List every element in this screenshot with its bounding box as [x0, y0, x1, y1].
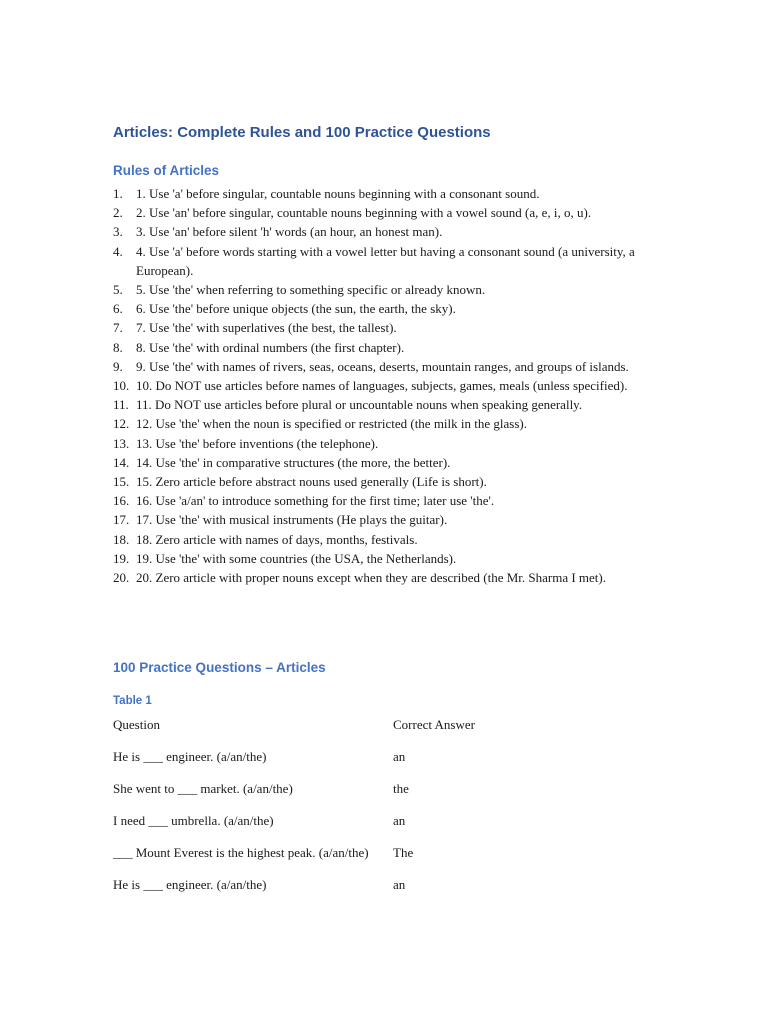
rule-text: 19. Use 'the' with some countries (the USA, the Netherlands).	[136, 550, 457, 566]
rule-text: 7. Use 'the' with superlatives (the best, the tallest).	[136, 320, 397, 336]
rule-number: 19.	[113, 550, 130, 566]
rules-list	[113, 184, 653, 587]
rule-text: 16. Use 'a/an' to introduce something for the first time; later use 'the'.	[136, 493, 495, 509]
rule-item	[113, 222, 653, 241]
rule-text: 17. Use 'the' with musical instruments (He plays the guitar).	[136, 512, 448, 528]
column-header-answer: Correct Answer	[393, 717, 475, 732]
rule-item	[113, 568, 653, 587]
question-cell: He is ___ engineer. (a/an/the)	[113, 749, 267, 764]
rule-number: 5.	[113, 282, 123, 298]
rule-item	[113, 434, 653, 453]
table-header-row	[113, 716, 533, 748]
rule-number: 15.	[113, 474, 130, 490]
rule-number: 16.	[113, 493, 130, 509]
table-row	[113, 844, 533, 876]
rule-item	[113, 549, 653, 568]
table-row	[113, 876, 533, 908]
rule-item	[113, 203, 653, 222]
rule-number: 8.	[113, 339, 123, 355]
answer-cell: the	[393, 781, 409, 796]
rule-number: 6.	[113, 301, 123, 317]
rule-item	[113, 299, 653, 318]
question-cell: I need ___ umbrella. (a/an/the)	[113, 813, 274, 828]
rule-item	[113, 491, 653, 510]
table-row	[113, 780, 533, 812]
rule-number: 2.	[113, 205, 123, 221]
rule-item	[113, 530, 653, 549]
rule-item	[113, 318, 653, 337]
rule-number: 1.	[113, 186, 123, 201]
rule-number: 11.	[113, 397, 129, 413]
rule-text: 4. Use 'a' before words starting with a vowel letter but having a consonant sound (a university, a European).	[136, 243, 635, 278]
rule-number: 13.	[113, 435, 130, 451]
document-title: Articles: Complete Rules and 100 Practice Questions	[113, 124, 491, 141]
rule-item	[113, 357, 653, 376]
rule-number: 17.	[113, 512, 130, 528]
rule-text: 8. Use 'the' with ordinal numbers (the first chapter).	[136, 339, 405, 355]
rule-text: 11. Do NOT use articles before plural or uncountable nouns when speaking generally.	[136, 397, 583, 413]
practice-heading: 100 Practice Questions – Articles	[113, 660, 326, 675]
rule-item	[113, 472, 653, 491]
rule-number: 14.	[113, 454, 130, 470]
rule-item	[113, 453, 653, 472]
rule-text: 14. Use 'the' in comparative structures (the more, the better).	[136, 454, 451, 470]
rule-text: 1. Use 'a' before singular, countable nouns beginning with a consonant sound.	[136, 186, 540, 201]
rule-item	[113, 395, 653, 414]
rule-item	[113, 242, 653, 280]
rule-text: 6. Use 'the' before unique objects (the sun, the earth, the sky).	[136, 301, 456, 317]
rule-item	[113, 414, 653, 433]
table-row	[113, 748, 533, 780]
rule-text: 9. Use 'the' with names of rivers, seas, oceans, deserts, mountain ranges, and groups of islands.	[136, 358, 629, 374]
practice-table	[113, 716, 533, 908]
rule-text: 13. Use 'the' before inventions (the telephone).	[136, 435, 379, 451]
rule-number: 4.	[113, 243, 123, 259]
rule-text: 12. Use 'the' when the noun is specified or restricted (the milk in the glass).	[136, 416, 527, 432]
rule-text: 3. Use 'an' before silent 'h' words (an hour, an honest man).	[136, 224, 443, 240]
answer-cell: an	[393, 877, 406, 892]
answer-cell: The	[393, 845, 414, 860]
rule-number: 7.	[113, 320, 123, 336]
rule-number: 3.	[113, 224, 123, 240]
question-cell: She went to ___ market. (a/an/the)	[113, 781, 293, 796]
question-cell: ___ Mount Everest is the highest peak. (a/an/the)	[113, 845, 369, 860]
rule-item	[113, 376, 653, 395]
rules-heading: Rules of Articles	[113, 163, 220, 178]
answer-cell: an	[393, 813, 406, 828]
column-header-question: Question	[113, 717, 160, 732]
rule-item	[113, 280, 653, 299]
rule-text: 20. Zero article with proper nouns except when they are described (the Mr. Sharma I met).	[136, 570, 606, 586]
rule-number: 9.	[113, 358, 123, 374]
rule-number: 12.	[113, 416, 130, 432]
rule-text: 18. Zero article with names of days, months, festivals.	[136, 531, 418, 547]
rule-text: 10. Do NOT use articles before names of languages, subjects, games, meals (unless specified).	[136, 378, 628, 394]
rule-text: 15. Zero article before abstract nouns used generally (Life is short).	[136, 474, 487, 490]
rule-item	[113, 184, 653, 203]
rule-item	[113, 338, 653, 357]
table-caption: Table 1	[113, 695, 152, 707]
rule-number: 10.	[113, 378, 130, 394]
rule-item	[113, 510, 653, 529]
rule-text: 2. Use 'an' before singular, countable nouns beginning with a vowel sound (a, e, i, o, u).	[136, 205, 592, 221]
rule-number: 18.	[113, 531, 130, 547]
table-row	[113, 812, 533, 844]
rule-number: 20.	[113, 570, 130, 586]
answer-cell: an	[393, 749, 406, 764]
question-cell: He is ___ engineer. (a/an/the)	[113, 877, 267, 892]
rule-text: 5. Use 'the' when referring to something specific or already known.	[136, 282, 486, 298]
